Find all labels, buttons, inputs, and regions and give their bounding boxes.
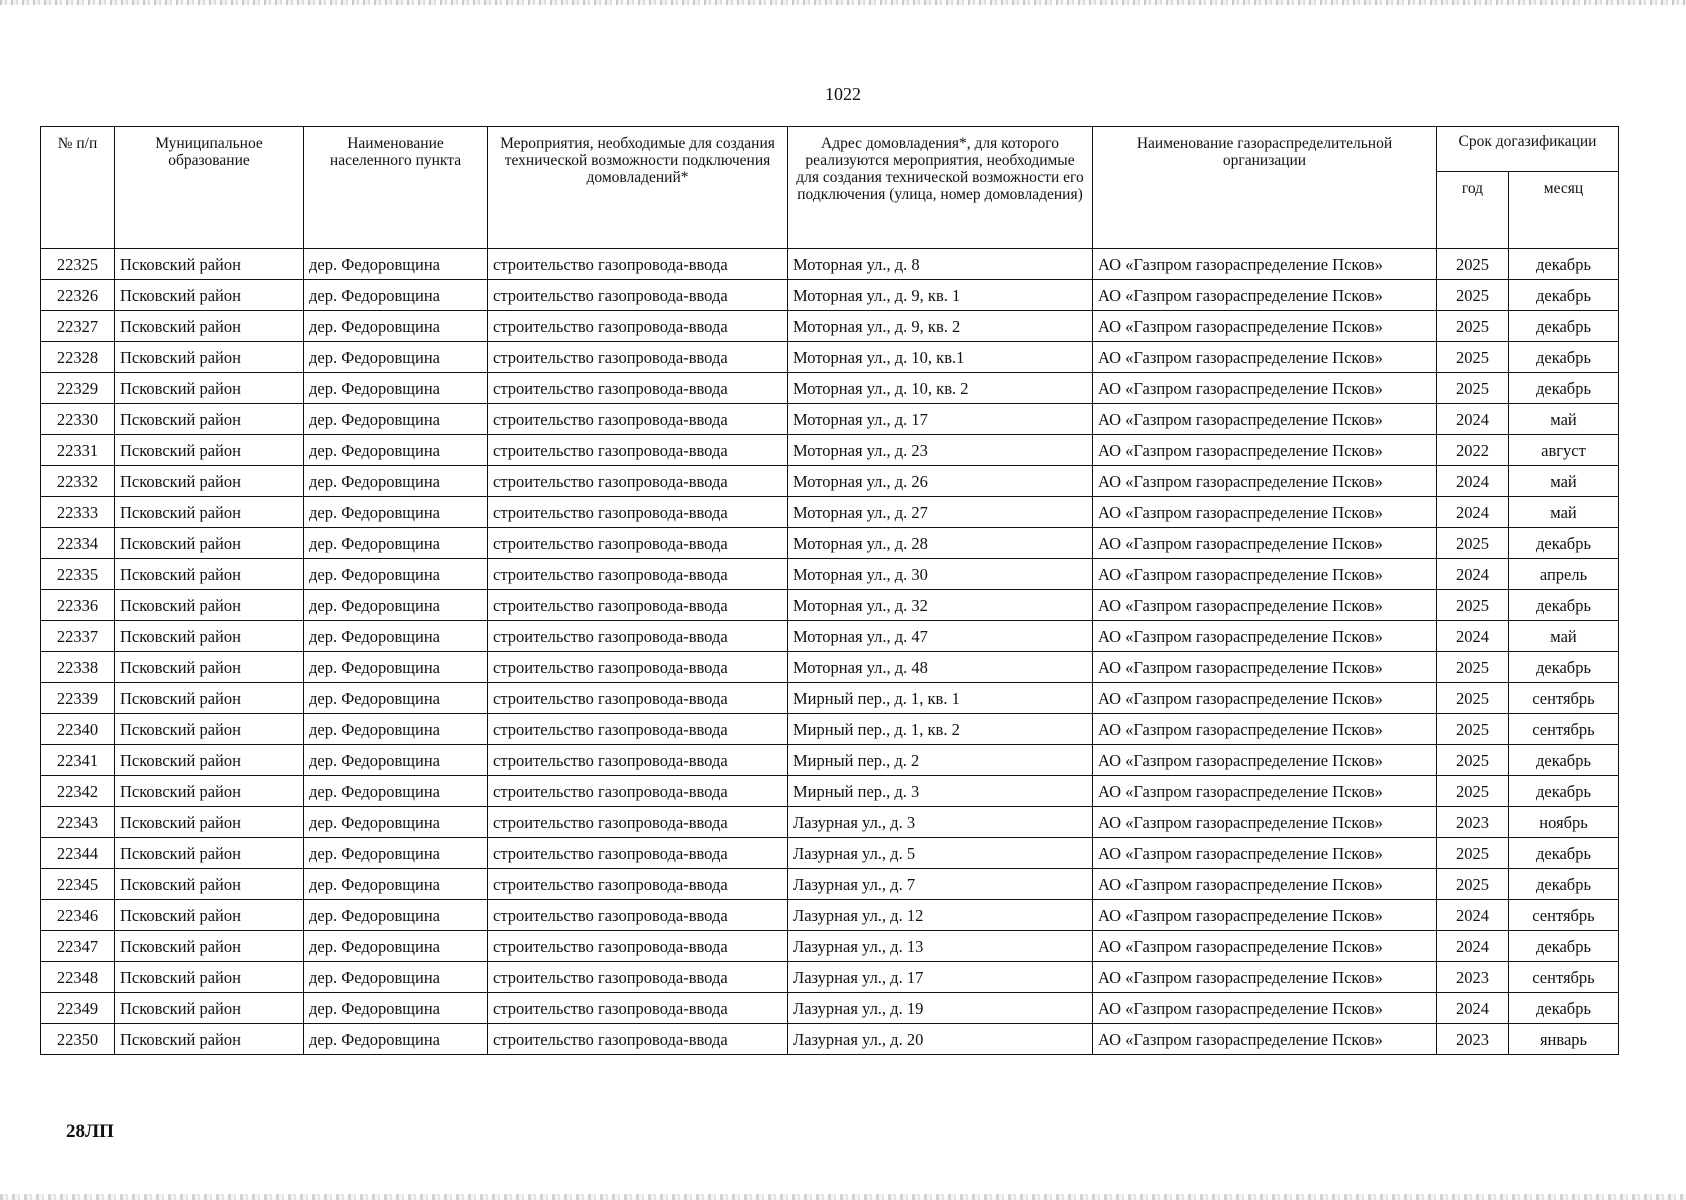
cell-num: 22348 [41,962,115,993]
cell-measures: строительство газопровода-ввода [488,249,788,280]
cell-organization: АО «Газпром газораспределение Псков» [1093,342,1437,373]
cell-month: май [1509,466,1619,497]
cell-num: 22343 [41,807,115,838]
cell-organization: АО «Газпром газораспределение Псков» [1093,869,1437,900]
cell-organization: АО «Газпром газораспределение Псков» [1093,590,1437,621]
cell-month: сентябрь [1509,714,1619,745]
cell-municipality: Псковский район [115,373,304,404]
table-row [41,466,1619,497]
cell-month: декабрь [1509,745,1619,776]
cell-year: 2024 [1437,466,1509,497]
cell-num: 22330 [41,404,115,435]
cell-measures: строительство газопровода-ввода [488,590,788,621]
cell-municipality: Псковский район [115,900,304,931]
cell-municipality: Псковский район [115,931,304,962]
cell-num: 22333 [41,497,115,528]
cell-settlement: дер. Федоровщина [304,683,488,714]
cell-year: 2025 [1437,714,1509,745]
cell-month: декабрь [1509,311,1619,342]
cell-address: Моторная ул., д. 32 [788,590,1093,621]
cell-year: 2025 [1437,590,1509,621]
cell-measures: строительство газопровода-ввода [488,962,788,993]
cell-month: август [1509,435,1619,466]
cell-settlement: дер. Федоровщина [304,342,488,373]
cell-settlement: дер. Федоровщина [304,714,488,745]
cell-organization: АО «Газпром газораспределение Псков» [1093,404,1437,435]
cell-organization: АО «Газпром газораспределение Псков» [1093,962,1437,993]
cell-organization: АО «Газпром газораспределение Псков» [1093,311,1437,342]
cell-measures: строительство газопровода-ввода [488,342,788,373]
cell-settlement: дер. Федоровщина [304,931,488,962]
cell-municipality: Псковский район [115,249,304,280]
cell-month: сентябрь [1509,900,1619,931]
table-row [41,311,1619,342]
cell-municipality: Псковский район [115,745,304,776]
cell-year: 2024 [1437,559,1509,590]
cell-municipality: Псковский район [115,838,304,869]
cell-settlement: дер. Федоровщина [304,528,488,559]
cell-organization: АО «Газпром газораспределение Псков» [1093,900,1437,931]
cell-address: Моторная ул., д. 8 [788,249,1093,280]
header-settlement: Наименование населенного пункта [304,127,488,249]
table-row [41,497,1619,528]
cell-month: май [1509,404,1619,435]
cell-settlement: дер. Федоровщина [304,497,488,528]
cell-settlement: дер. Федоровщина [304,311,488,342]
cell-settlement: дер. Федоровщина [304,900,488,931]
cell-measures: строительство газопровода-ввода [488,745,788,776]
cell-num: 22334 [41,528,115,559]
cell-measures: строительство газопровода-ввода [488,807,788,838]
table-header [41,127,1619,249]
cell-year: 2025 [1437,683,1509,714]
cell-municipality: Псковский район [115,993,304,1024]
table-row [41,714,1619,745]
cell-measures: строительство газопровода-ввода [488,311,788,342]
cell-organization: АО «Газпром газораспределение Псков» [1093,745,1437,776]
cell-organization: АО «Газпром газораспределение Псков» [1093,373,1437,404]
cell-municipality: Псковский район [115,1024,304,1055]
cell-address: Моторная ул., д. 47 [788,621,1093,652]
cell-municipality: Псковский район [115,776,304,807]
cell-year: 2025 [1437,311,1509,342]
header-organization: Наименование газораспределительной организации [1093,127,1437,249]
table-row [41,559,1619,590]
cell-organization: АО «Газпром газораспределение Псков» [1093,776,1437,807]
cell-month: декабрь [1509,931,1619,962]
cell-organization: АО «Газпром газораспределение Псков» [1093,683,1437,714]
cell-measures: строительство газопровода-ввода [488,869,788,900]
cell-month: сентябрь [1509,683,1619,714]
cell-settlement: дер. Федоровщина [304,807,488,838]
cell-address: Лазурная ул., д. 7 [788,869,1093,900]
cell-measures: строительство газопровода-ввода [488,528,788,559]
cell-organization: АО «Газпром газораспределение Псков» [1093,249,1437,280]
cell-year: 2025 [1437,373,1509,404]
cell-month: ноябрь [1509,807,1619,838]
cell-measures: строительство газопровода-ввода [488,435,788,466]
cell-organization: АО «Газпром газораспределение Псков» [1093,993,1437,1024]
cell-address: Моторная ул., д. 28 [788,528,1093,559]
cell-month: декабрь [1509,280,1619,311]
cell-address: Лазурная ул., д. 19 [788,993,1093,1024]
cell-month: май [1509,497,1619,528]
cell-settlement: дер. Федоровщина [304,1024,488,1055]
cell-year: 2022 [1437,435,1509,466]
cell-measures: строительство газопровода-ввода [488,373,788,404]
cell-month: январь [1509,1024,1619,1055]
table-row [41,652,1619,683]
cell-address: Лазурная ул., д. 13 [788,931,1093,962]
cell-settlement: дер. Федоровщина [304,559,488,590]
cell-settlement: дер. Федоровщина [304,745,488,776]
page-number: 1022 [825,84,861,104]
cell-num: 22345 [41,869,115,900]
cell-settlement: дер. Федоровщина [304,466,488,497]
cell-year: 2023 [1437,1024,1509,1055]
cell-address: Мирный пер., д. 2 [788,745,1093,776]
table-row [41,776,1619,807]
table-row [41,249,1619,280]
cell-address: Мирный пер., д. 1, кв. 1 [788,683,1093,714]
cell-num: 22325 [41,249,115,280]
cell-month: апрель [1509,559,1619,590]
cell-settlement: дер. Федоровщина [304,869,488,900]
cell-num: 22329 [41,373,115,404]
cell-address: Лазурная ул., д. 17 [788,962,1093,993]
cell-year: 2025 [1437,249,1509,280]
cell-settlement: дер. Федоровщина [304,249,488,280]
cell-address: Мирный пер., д. 3 [788,776,1093,807]
cell-year: 2024 [1437,993,1509,1024]
cell-num: 22349 [41,993,115,1024]
table-row [41,280,1619,311]
cell-address: Лазурная ул., д. 5 [788,838,1093,869]
cell-measures: строительство газопровода-ввода [488,1024,788,1055]
cell-num: 22331 [41,435,115,466]
cell-num: 22335 [41,559,115,590]
cell-address: Моторная ул., д. 27 [788,497,1093,528]
table-row [41,962,1619,993]
cell-settlement: дер. Федоровщина [304,621,488,652]
cell-num: 22344 [41,838,115,869]
cell-measures: строительство газопровода-ввода [488,621,788,652]
header-deadline: Срок догазификации [1437,127,1619,172]
header-address: Адрес домовладения*, для которого реализуются мероприятия, необходимые для создания технической возможности его подключения (улица, номер домовладения) [788,127,1093,249]
cell-num: 22336 [41,590,115,621]
cell-year: 2025 [1437,776,1509,807]
cell-organization: АО «Газпром газораспределение Псков» [1093,1024,1437,1055]
cell-municipality: Псковский район [115,435,304,466]
cell-month: декабрь [1509,249,1619,280]
cell-municipality: Псковский район [115,280,304,311]
cell-num: 22337 [41,621,115,652]
cell-address: Моторная ул., д. 9, кв. 1 [788,280,1093,311]
cell-measures: строительство газопровода-ввода [488,683,788,714]
cell-organization: АО «Газпром газораспределение Псков» [1093,621,1437,652]
cell-num: 22327 [41,311,115,342]
cell-settlement: дер. Федоровщина [304,404,488,435]
cell-num: 22340 [41,714,115,745]
cell-municipality: Псковский район [115,311,304,342]
cell-organization: АО «Газпром газораспределение Псков» [1093,528,1437,559]
cell-month: май [1509,621,1619,652]
header-municipality: Муниципальное образование [115,127,304,249]
cell-settlement: дер. Федоровщина [304,962,488,993]
cell-settlement: дер. Федоровщина [304,838,488,869]
cell-num: 22328 [41,342,115,373]
cell-municipality: Псковский район [115,559,304,590]
cell-month: декабрь [1509,776,1619,807]
cell-month: декабрь [1509,528,1619,559]
cell-month: сентябрь [1509,962,1619,993]
cell-measures: строительство газопровода-ввода [488,931,788,962]
cell-organization: АО «Газпром газораспределение Псков» [1093,931,1437,962]
cell-month: декабрь [1509,590,1619,621]
table-row [41,745,1619,776]
header-year: год [1437,172,1509,249]
cell-measures: строительство газопровода-ввода [488,993,788,1024]
cell-settlement: дер. Федоровщина [304,993,488,1024]
cell-month: декабрь [1509,838,1619,869]
cell-municipality: Псковский район [115,869,304,900]
cell-organization: АО «Газпром газораспределение Псков» [1093,559,1437,590]
cell-municipality: Псковский район [115,466,304,497]
footer-code: 28ЛП [66,1121,114,1142]
cell-num: 22341 [41,745,115,776]
cell-year: 2025 [1437,869,1509,900]
cell-measures: строительство газопровода-ввода [488,497,788,528]
cell-settlement: дер. Федоровщина [304,280,488,311]
cell-month: декабрь [1509,869,1619,900]
cell-num: 22338 [41,652,115,683]
cell-municipality: Псковский район [115,807,304,838]
cell-organization: АО «Газпром газораспределение Псков» [1093,435,1437,466]
cell-municipality: Псковский район [115,683,304,714]
cell-measures: строительство газопровода-ввода [488,280,788,311]
cell-measures: строительство газопровода-ввода [488,404,788,435]
cell-address: Моторная ул., д. 10, кв. 2 [788,373,1093,404]
cell-year: 2025 [1437,280,1509,311]
table-row [41,590,1619,621]
table-row [41,931,1619,962]
cell-address: Лазурная ул., д. 20 [788,1024,1093,1055]
cell-address: Моторная ул., д. 23 [788,435,1093,466]
cell-year: 2023 [1437,962,1509,993]
cell-measures: строительство газопровода-ввода [488,466,788,497]
cell-year: 2023 [1437,807,1509,838]
cell-municipality: Псковский район [115,962,304,993]
cell-year: 2024 [1437,931,1509,962]
cell-address: Моторная ул., д. 9, кв. 2 [788,311,1093,342]
cell-year: 2024 [1437,404,1509,435]
table-row [41,404,1619,435]
table-row [41,1024,1619,1055]
cell-year: 2024 [1437,497,1509,528]
cell-year: 2025 [1437,745,1509,776]
scan-edge-bottom [0,1194,1686,1200]
table-row [41,342,1619,373]
table-row [41,683,1619,714]
cell-num: 22350 [41,1024,115,1055]
cell-settlement: дер. Федоровщина [304,776,488,807]
cell-num: 22347 [41,931,115,962]
cell-organization: АО «Газпром газораспределение Псков» [1093,714,1437,745]
cell-measures: строительство газопровода-ввода [488,714,788,745]
table-body [41,249,1619,1055]
header-num: № п/п [41,127,115,249]
cell-num: 22339 [41,683,115,714]
cell-municipality: Псковский район [115,404,304,435]
table-row [41,900,1619,931]
cell-measures: строительство газопровода-ввода [488,838,788,869]
cell-settlement: дер. Федоровщина [304,590,488,621]
cell-organization: АО «Газпром газораспределение Псков» [1093,652,1437,683]
cell-municipality: Псковский район [115,714,304,745]
cell-address: Моторная ул., д. 30 [788,559,1093,590]
cell-num: 22342 [41,776,115,807]
cell-year: 2024 [1437,900,1509,931]
cell-organization: АО «Газпром газораспределение Псков» [1093,807,1437,838]
cell-municipality: Псковский район [115,621,304,652]
cell-address: Моторная ул., д. 17 [788,404,1093,435]
table-row [41,807,1619,838]
header-month: месяц [1509,172,1619,249]
cell-settlement: дер. Федоровщина [304,373,488,404]
scan-edge-top [0,0,1686,5]
cell-organization: АО «Газпром газораспределение Псков» [1093,838,1437,869]
cell-municipality: Псковский район [115,590,304,621]
header-measures: Мероприятия, необходимые для создания технической возможности подключения домовладений* [488,127,788,249]
cell-address: Моторная ул., д. 10, кв.1 [788,342,1093,373]
cell-address: Моторная ул., д. 26 [788,466,1093,497]
cell-address: Мирный пер., д. 1, кв. 2 [788,714,1093,745]
cell-num: 22332 [41,466,115,497]
cell-measures: строительство газопровода-ввода [488,900,788,931]
cell-address: Моторная ул., д. 48 [788,652,1093,683]
table-row [41,435,1619,466]
cell-month: декабрь [1509,993,1619,1024]
cell-month: декабрь [1509,373,1619,404]
cell-address: Лазурная ул., д. 3 [788,807,1093,838]
cell-municipality: Псковский район [115,342,304,373]
cell-year: 2025 [1437,342,1509,373]
cell-year: 2025 [1437,652,1509,683]
cell-year: 2025 [1437,838,1509,869]
cell-measures: строительство газопровода-ввода [488,776,788,807]
cell-year: 2024 [1437,621,1509,652]
cell-settlement: дер. Федоровщина [304,652,488,683]
cell-year: 2025 [1437,528,1509,559]
cell-num: 22346 [41,900,115,931]
cell-organization: АО «Газпром газораспределение Псков» [1093,280,1437,311]
cell-address: Лазурная ул., д. 12 [788,900,1093,931]
cell-month: декабрь [1509,652,1619,683]
table-row [41,869,1619,900]
table-row [41,838,1619,869]
table-row [41,528,1619,559]
cell-measures: строительство газопровода-ввода [488,559,788,590]
table-row [41,621,1619,652]
cell-organization: АО «Газпром газораспределение Псков» [1093,466,1437,497]
cell-measures: строительство газопровода-ввода [488,652,788,683]
cell-municipality: Псковский район [115,652,304,683]
cell-municipality: Псковский район [115,528,304,559]
cell-num: 22326 [41,280,115,311]
cell-month: декабрь [1509,342,1619,373]
cell-organization: АО «Газпром газораспределение Псков» [1093,497,1437,528]
table-row [41,993,1619,1024]
table-row [41,373,1619,404]
gasification-table [40,126,1619,1055]
cell-settlement: дер. Федоровщина [304,435,488,466]
cell-municipality: Псковский район [115,497,304,528]
